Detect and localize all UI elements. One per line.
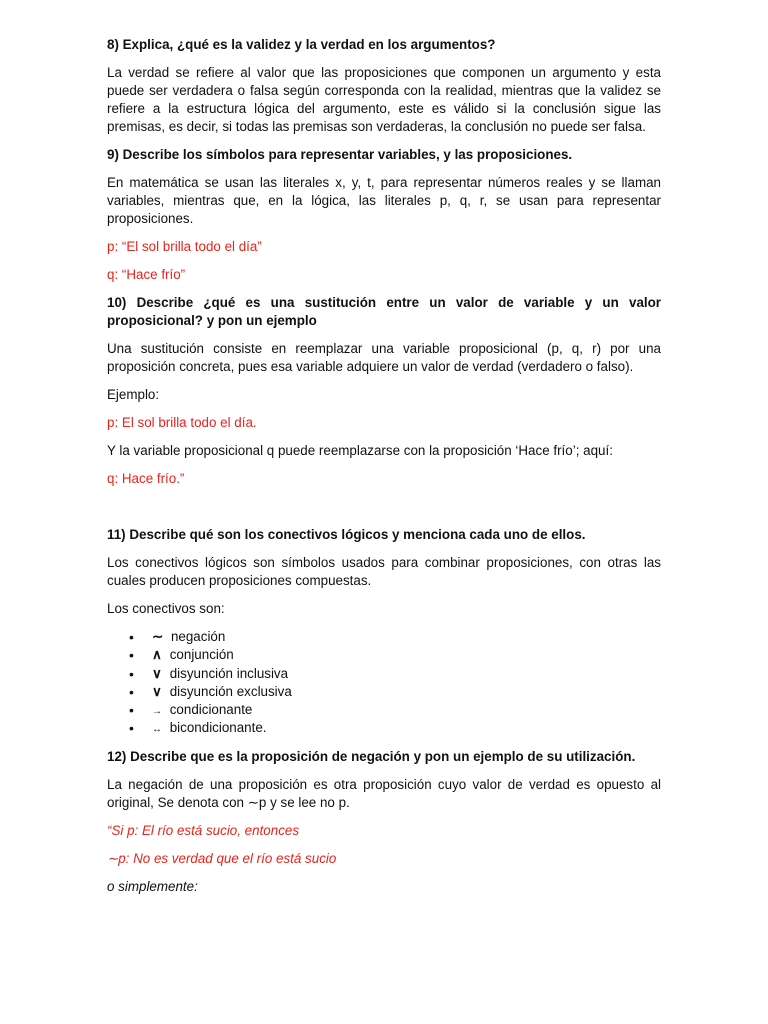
connective-label: bicondicionante. xyxy=(169,720,267,736)
section-9-body: En matemática se usan las literales x, y, t, para representar números reales y se llaman variables, mientras que, en la lógica, las literales p, q, r, se usan para representar proposiciones. xyxy=(107,175,661,226)
connective-exclusive-disjunction xyxy=(107,683,661,701)
bullet: • xyxy=(129,702,134,719)
connective-conjunction xyxy=(107,646,661,664)
arrow-both-icon: ↔ xyxy=(152,724,162,736)
section-8-body: La verdad se refiere al valor que las proposiciones que componen un argumento y esta puede ser verdadera o falsa según corresponda con la realidad, mientras que la validez se refiere a la estructura lógica del argumento, este es válido si la conclusión sigue las premisas, es decir, si todas las premisas son verdaderas, la conclusión no puede ser falsa. xyxy=(107,65,661,134)
section-12-closing: o simplemente: xyxy=(107,878,198,894)
conjunction-symbol: ∧ xyxy=(152,647,162,663)
section-12-example-p: “Si p: El río está sucio, entonces xyxy=(107,822,300,838)
bullet: • xyxy=(129,629,134,645)
section-11-list-intro: Los conectivos son: xyxy=(107,601,225,616)
section-10-example-p: p: El sol brilla todo el día. xyxy=(107,415,257,430)
disjunction-symbol: ∨ xyxy=(152,665,162,681)
bullet: • xyxy=(129,683,134,700)
connective-label: disyunción exclusiva xyxy=(169,683,292,699)
connective-biconditional xyxy=(107,719,661,737)
section-8-heading: 8) Explica, ¿qué es la validez y la verdad en los argumentos? xyxy=(107,37,496,52)
section-12-example-neg: ∼p: No es verdad que el río está sucio xyxy=(107,850,337,866)
connective-label: condicionante xyxy=(169,702,253,718)
section-11-heading: 11) Describe qué son los conectivos lógicos y menciona cada uno de ellos. xyxy=(107,527,586,542)
section-10-example-q: q: Hace frío.” xyxy=(107,471,185,486)
document-content xyxy=(107,36,661,906)
connective-label: negación xyxy=(170,629,226,644)
connectives-list xyxy=(107,628,661,738)
bullet: • xyxy=(129,647,134,664)
section-9-example-p: p: “El sol brilla todo el día” xyxy=(107,239,262,254)
section-10-body: Una sustitución consiste en reemplazar una variable proposicional (p, q, r) por una proposición concreta, pues esa variable adquiere un valor de verdad (verdadero o falso). xyxy=(107,341,661,374)
connective-label: disyunción inclusiva xyxy=(169,665,289,681)
connective-label: conjunción xyxy=(169,647,234,663)
section-12-body: La negación de una proposición es otra proposición cuyo valor de verdad es opuesto al original, Se denota con ∼p y se lee no p. xyxy=(107,776,661,810)
connective-negation xyxy=(107,628,661,646)
section-10-body2: Y la variable proposicional q puede reemplazarse con la proposición ‘Hace frío’; aquí: xyxy=(107,443,613,458)
section-12-heading: 12) Describe que es la proposición de negación y pon un ejemplo de su utilización. xyxy=(107,748,636,764)
arrow-right-icon: → xyxy=(152,706,162,718)
connective-conditional xyxy=(107,701,661,719)
blank-line xyxy=(107,498,661,526)
bullet: • xyxy=(129,720,134,737)
connective-inclusive-disjunction xyxy=(107,665,661,683)
disjunction-symbol: ∨ xyxy=(152,683,162,699)
section-10-example-label: Ejemplo: xyxy=(107,387,160,402)
section-9-heading: 9) Describe los símbolos para representar variables, y las proposiciones. xyxy=(107,147,573,162)
negation-symbol: ∼ xyxy=(152,629,164,644)
section-11-body: Los conectivos lógicos son símbolos usados para combinar proposiciones, con otras las cuales producen proposiciones compuestas. xyxy=(107,555,661,588)
section-9-example-q: q: “Hace frío” xyxy=(107,267,186,282)
section-10-heading: 10) Describe ¿qué es una sustitución entre un valor de variable y un valor proposicional? y pon un ejemplo xyxy=(107,295,661,328)
bullet: • xyxy=(129,665,134,682)
